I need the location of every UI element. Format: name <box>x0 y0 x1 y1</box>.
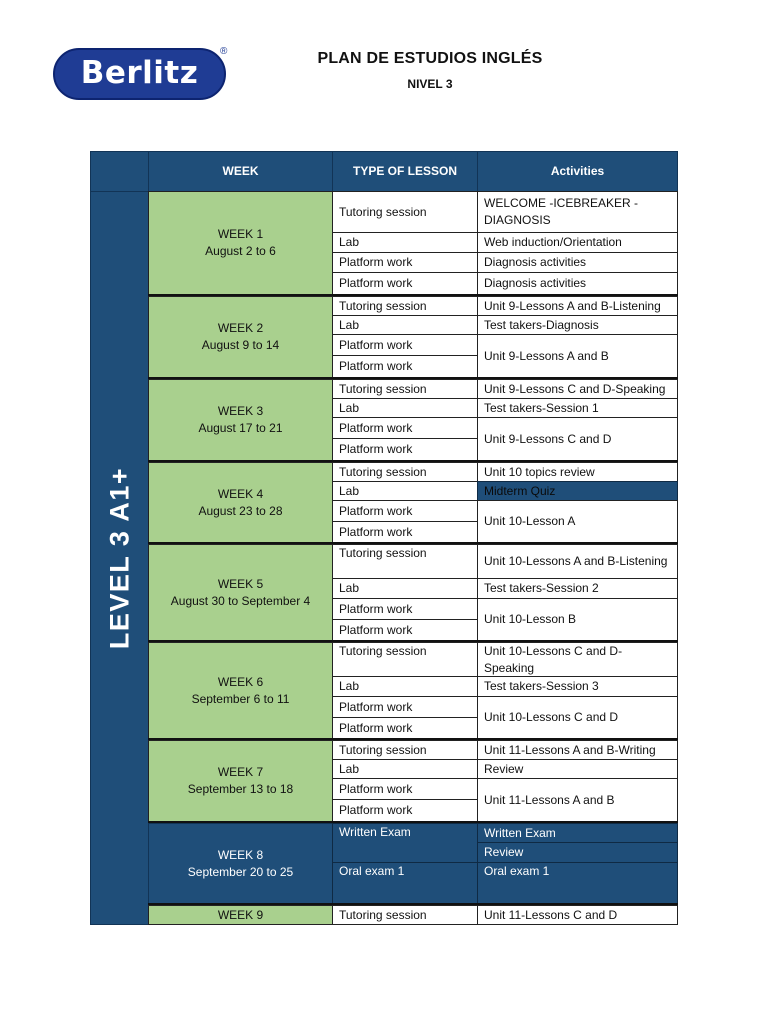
lesson-type-cell: Tutoring session <box>332 191 478 233</box>
week-dates: August 9 to 14 <box>201 338 280 352</box>
activity-cell: Unit 11-Lessons C and D <box>477 905 678 925</box>
lesson-type-cell: Lab <box>332 398 478 418</box>
activity-cell: Oral exam 1 <box>477 862 678 904</box>
header-week: WEEK <box>148 151 333 192</box>
lesson-type-cell: Tutoring session <box>332 296 478 316</box>
document-title: PLAN DE ESTUDIOS INGLÉS <box>317 50 543 67</box>
activity-cell: Diagnosis activities <box>477 252 678 273</box>
study-plan-table <box>90 151 678 925</box>
lesson-type-cell: Lab <box>332 676 478 697</box>
activity-cell: Unit 9-Lessons A and B-Listening <box>477 296 678 316</box>
activity-cell: Unit 10-Lesson B <box>477 598 678 641</box>
week-name: WEEK 7 <box>217 765 264 779</box>
week-dates: August 17 to 21 <box>198 421 283 435</box>
activity-cell: Test takers-Session 2 <box>477 578 678 599</box>
lesson-type-cell: Platform work <box>332 778 478 800</box>
logo-text: Berlitz <box>80 55 199 91</box>
activity-cell: Unit 11-Lessons A and B-Writing <box>477 740 678 760</box>
activity-cell: Diagnosis activities <box>477 272 678 295</box>
header-corner-cell <box>90 151 149 192</box>
activity-cell: Review <box>477 759 678 779</box>
week-cell <box>148 740 333 822</box>
lesson-type-cell: Platform work <box>332 598 478 620</box>
lesson-type-cell: Platform work <box>332 696 478 718</box>
document-subtitle: NIVEL 3 <box>407 77 453 91</box>
activity-cell: Test takers-Session 3 <box>477 676 678 697</box>
week-cell <box>148 905 333 925</box>
week-name: WEEK 1 <box>217 227 264 241</box>
week-cell <box>148 191 333 295</box>
activity-cell: Unit 9-Lessons C and D <box>477 417 678 461</box>
lesson-type-cell: Platform work <box>332 717 478 739</box>
activity-cell: Unit 10-Lessons C and D-Speaking <box>477 642 678 677</box>
lesson-type-cell: Tutoring session <box>332 379 478 399</box>
lesson-type-cell: Platform work <box>332 355 478 378</box>
activity-cell: Test takers-Diagnosis <box>477 315 678 335</box>
activity-cell: Web induction/Orientation <box>477 232 678 253</box>
header-activities: Activities <box>477 151 678 192</box>
lesson-type-cell: Platform work <box>332 334 478 356</box>
week-name: WEEK 5 <box>217 576 264 591</box>
activity-cell: Unit 10-Lessons C and D <box>477 696 678 739</box>
week-dates: August 2 to 6 <box>205 244 276 258</box>
lesson-type-cell: Lab <box>332 481 478 501</box>
lesson-type-cell: Platform work <box>332 272 478 295</box>
lesson-type-cell: Written Exam <box>332 823 478 863</box>
lesson-type-cell: Lab <box>332 315 478 335</box>
activity-cell: Unit 10 topics review <box>477 462 678 482</box>
week-dates: September 6 to 11 <box>191 691 290 706</box>
week-name: WEEK 2 <box>217 321 264 335</box>
header-type-of-lesson: TYPE OF LESSON <box>332 151 478 192</box>
week-dates: September 13 to 18 <box>187 782 294 796</box>
berlitz-logo <box>53 48 226 100</box>
lesson-type-cell: Platform work <box>332 619 478 641</box>
week-cell <box>148 642 333 739</box>
lesson-type-cell: Tutoring session <box>332 642 478 677</box>
week-name: WEEK 9 <box>217 907 264 922</box>
lesson-type-cell: Tutoring session <box>332 905 478 925</box>
week-cell <box>148 823 333 904</box>
week-name: WEEK 4 <box>217 486 264 501</box>
activity-cell: Unit 9-Lessons A and B <box>477 334 678 378</box>
lesson-type-cell: Tutoring session <box>332 740 478 760</box>
lesson-type-cell: Platform work <box>332 252 478 273</box>
activity-cell: Unit 10-Lessons A and B-Listening <box>477 544 678 579</box>
week-name: WEEK 8 <box>217 847 264 862</box>
lesson-type-cell: Platform work <box>332 438 478 461</box>
lesson-type-cell: Platform work <box>332 521 478 543</box>
lesson-type-cell: Lab <box>332 578 478 599</box>
week-dates: September 20 to 25 <box>187 864 294 879</box>
activity-cell: Written Exam <box>477 823 678 843</box>
activity-cell: Unit 11-Lessons A and B <box>477 778 678 822</box>
week-cell <box>148 379 333 461</box>
activity-cell: Unit 10-Lesson A <box>477 500 678 543</box>
activity-cell: WELCOME -ICEBREAKER - DIAGNOSIS <box>477 191 678 233</box>
lesson-type-cell: Platform work <box>332 500 478 522</box>
week-dates: August 23 to 28 <box>198 503 283 518</box>
week-cell <box>148 462 333 543</box>
level-column <box>90 191 149 925</box>
activity-cell: Unit 9-Lessons C and D-Speaking <box>477 379 678 399</box>
lesson-type-cell: Lab <box>332 232 478 253</box>
lesson-type-cell: Tutoring session <box>332 462 478 482</box>
week-dates: August 30 to September 4 <box>170 593 311 608</box>
activity-cell: Test takers-Session 1 <box>477 398 678 418</box>
week-name: WEEK 6 <box>217 674 264 689</box>
lesson-type-cell: Tutoring session <box>332 544 478 579</box>
lesson-type-cell: Platform work <box>332 417 478 439</box>
lesson-type-cell: Lab <box>332 759 478 779</box>
lesson-type-cell: Platform work <box>332 799 478 822</box>
week-cell <box>148 296 333 378</box>
lesson-type-cell: Oral exam 1 <box>332 862 478 904</box>
level-label: LEVEL 3 A1+ <box>104 466 134 650</box>
activity-cell: Review <box>477 842 678 863</box>
activity-cell-highlighted: Midterm Quiz <box>477 481 678 501</box>
registered-mark: ® <box>220 46 228 57</box>
week-name: WEEK 3 <box>217 404 264 418</box>
week-cell <box>148 544 333 641</box>
